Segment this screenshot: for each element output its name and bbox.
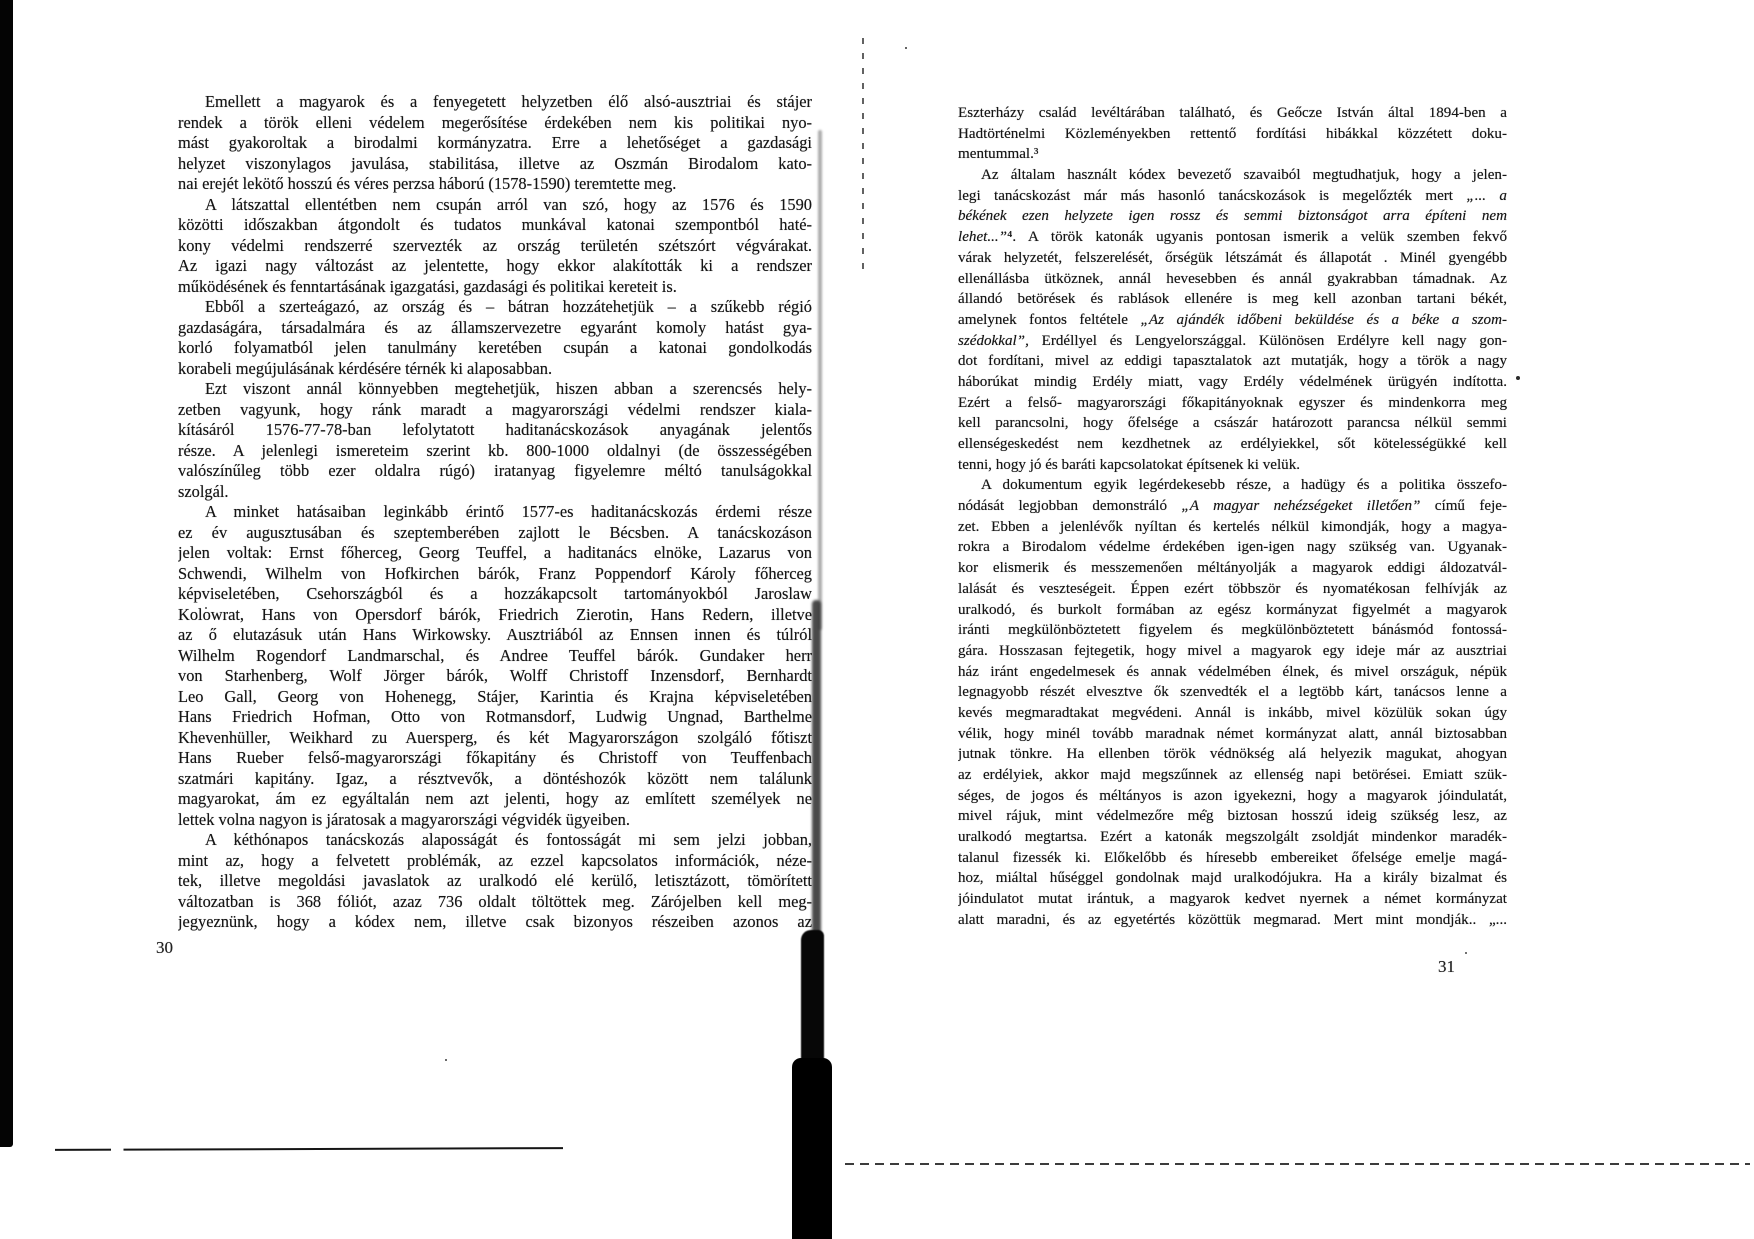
- text-run: ez év augusztusában és szeptemberében zajlott le Bécsben. A tanácskozáson: [178, 522, 812, 542]
- italic-text-run: „... a: [1466, 187, 1507, 204]
- text-run: kításáról 1576-77-78-ban lefolytatott haditanácskozások anyagának jelentős: [178, 420, 812, 439]
- text-line: [178, 728, 812, 749]
- text-line: [178, 584, 812, 605]
- text-line: [178, 666, 812, 687]
- text-line: [958, 289, 1507, 310]
- text-line: [958, 227, 1507, 248]
- text-line: [178, 830, 812, 851]
- text-line: [178, 297, 812, 318]
- text-run: lalását és veszteségeit. Éppen ezért többször és nyomatékosan felhívják az: [958, 580, 1507, 597]
- text-run: jutnak tönkre. Ha ellenben török védnökség alá helyezik magukat, ahogyan: [958, 746, 1507, 763]
- text-line: [958, 517, 1507, 538]
- text-run: dot fordítani, mivel az eddigi tapasztalatok azt mutatják, hogy a török a nagy: [958, 353, 1507, 370]
- text-line: [958, 827, 1507, 848]
- text-run: helyzet viszonylagos javulása, stabilitása, illetve az Oszmán Birodalom kato-: [178, 153, 812, 173]
- text-run: Kolowrat, Hans von Opersdorf bárók, Friedrich Zierotin, Hans Redern, illetve: [178, 604, 812, 624]
- text-run: közötti időszakban átgondolt és tudatos munkával katonai szempontból haté-: [178, 215, 812, 234]
- text-line: [958, 558, 1507, 579]
- text-line: [178, 625, 812, 646]
- text-run: Ezért a felső- magyarországi főkapitányoknak egyszer és mindenkorra meg: [958, 394, 1507, 411]
- text-line: [958, 765, 1507, 786]
- text-line: [178, 256, 812, 277]
- text-line: [958, 269, 1507, 290]
- text-line: [178, 810, 812, 831]
- text-line: [178, 277, 812, 298]
- text-line: [178, 851, 812, 872]
- text-line: [178, 133, 812, 154]
- text-run: kony védelmi rendszerré szervezték az ország területén szétszórt végvárakat.: [178, 235, 812, 255]
- text-line: [958, 868, 1507, 889]
- text-run: valószínűleg több ezer oldalra rúgó) iratanyag figyelemre méltó tanulságokkal: [178, 461, 812, 480]
- text-run: lettek volna nagyon is járatosak a magyarországi végvidék ügyeiben.: [178, 809, 630, 829]
- text-run: ház iránt engedelmesek és annak védelmében élnek, és mivel országuk, népük: [958, 663, 1507, 680]
- text-run: magyarokat, ám ez egyáltalán nem azt jelenti, hogy az említett személyek ne: [178, 789, 812, 808]
- text-run: Ezt viszont annál könnyebben megtehetjük, hiszen abban a szerencsés hely-: [205, 379, 812, 398]
- text-run: talanul fizessék ki. Előkelőbb és híresebb embereiket őfelsége emelje magá-: [958, 849, 1507, 866]
- text-line: [178, 502, 812, 523]
- scan-edge-bar: [0, 0, 13, 1147]
- text-run: mentummal.³: [958, 146, 1039, 163]
- text-run: korló folyamatból jelen tanulmány keretében csupán a katonai gondolkodás: [178, 338, 812, 357]
- text-run: működésének és fenntartásának igazgatási, gazdasági és politikai kereteit is.: [178, 276, 677, 296]
- text-line: [958, 351, 1507, 372]
- text-line: [958, 434, 1507, 455]
- text-line: [178, 707, 812, 728]
- text-line: [178, 605, 812, 626]
- bottom-left-rule: [55, 1147, 563, 1151]
- text-run: uralkodó, és burkolt formában az egész kormányzat figyelmét a magyarok: [958, 601, 1507, 618]
- text-run: zetben vagyunk, hogy ránk maradt a magyarországi védelmi rendszer kiala-: [178, 399, 812, 419]
- text-line: [958, 806, 1507, 827]
- text-run: uralkodó megtartsa. Ezért a katonák megszolgált zsoldját mindenkor maradék-: [958, 829, 1507, 846]
- text-line: [958, 496, 1507, 517]
- text-line: [958, 331, 1507, 352]
- italic-text-run: szédokkal”,: [958, 332, 1029, 349]
- text-run: korabeli megújulásának kérdésére térnék ki alaposabban.: [178, 358, 553, 378]
- text-line: [178, 174, 812, 195]
- scan-specks: [905, 47, 907, 49]
- text-run: szatmári kapitány. Igaz, a résztvevők, a döntéshozók között nem találunk: [178, 768, 812, 788]
- text-run: A kéthónapos tanácskozás alaposságát és fontosságát mi sem jelzi jobban,: [205, 830, 812, 849]
- text-run: rokra a Birodalom védelme érdekében igen-igen nagy szükség van. Ugyanak-: [958, 539, 1507, 556]
- text-run: ⁴. A török katonák ugyanis pontosan ismerik a velük szemben fekvő: [1007, 229, 1507, 246]
- text-line: [178, 92, 812, 113]
- text-run: Khevenhüller, Weikhard zu Auersperg, és két Magyarországon szolgáló főtiszt: [178, 727, 812, 747]
- text-run: Hadtörténelmi Közleményekben rettentő fordítási hibákkal közzétett doku-: [958, 125, 1507, 142]
- text-line: [178, 482, 812, 503]
- text-run: szolgál.: [178, 481, 229, 501]
- text-line: [958, 786, 1507, 807]
- bottom-right-dashed-rule: [845, 1163, 1750, 1165]
- text-run: alatt maradni, és az egyetértés közöttük megmarad. Mert mint mondják.. „...: [958, 911, 1507, 928]
- text-run: amelynek fontos feltétele: [958, 311, 1141, 328]
- text-run: mivel rájuk, mint védelmezőre még biztosan hosszú ideig szükség lesz, az: [958, 808, 1507, 825]
- text-run: zet. Ebben a jelenlévők nyíltan és kertelés nélkül kimondják, hogy a magya-: [958, 518, 1507, 535]
- text-line: [178, 912, 812, 933]
- text-run: állandó betörések és rablások ellenére is meg kell azonban tartani békét,: [958, 291, 1507, 308]
- text-line: [178, 420, 812, 441]
- text-run: A látszattal ellentétben nem csupán arról van szó, hogy az 1576 és 1590: [205, 194, 812, 214]
- text-line: [178, 113, 812, 134]
- text-run: tenni, hogy jó és baráti kapcsolatokat építsenek ki velük.: [958, 456, 1301, 473]
- text-line: [958, 682, 1507, 703]
- text-run: Eszterházy család levéltárában található, és Geőcze István által 1894-ben a: [958, 105, 1507, 121]
- text-line: [178, 461, 812, 482]
- left-page-number: 30: [156, 938, 173, 957]
- text-line: [958, 124, 1507, 145]
- text-line: [958, 186, 1507, 207]
- text-run: Schwendi, Wilhelm von Hofkirchen bárók, Franz Poppendorf Károly főherceg: [178, 563, 812, 583]
- text-line: [178, 195, 812, 216]
- text-line: [958, 103, 1507, 124]
- italic-text-run: lehet...”: [958, 229, 1008, 246]
- text-run: képviseletében, Csehországból és a hozzákapcsolt tartományokból Jaroslaw: [178, 584, 812, 603]
- text-run: rendek a török elleni védelem megerősítése érdekében nem kis politikai nyo-: [178, 112, 812, 132]
- text-line: [958, 206, 1507, 227]
- text-run: Az igazi nagy változást az jelentette, hogy ekkor alakították ki a rendszer: [178, 256, 812, 275]
- text-run: Emellett a magyarok és a fenyegetett helyzetben élő alsó-ausztriai és stájer: [205, 92, 812, 111]
- gutter-dotted-line: [862, 38, 864, 273]
- text-run: A dokumentum egyik legérdekesebb része, a hadügy és a politika összefo-: [981, 477, 1507, 494]
- text-run: legi tanácskozást már más hasonló tanácskozások is megelőzték mert: [958, 187, 1467, 204]
- text-line: [958, 579, 1507, 600]
- text-line: [958, 455, 1507, 476]
- text-run: ellenségeskedést nem kezdhetnek az erdélyiekkel, sőt kötelességükké kell: [958, 436, 1507, 452]
- text-line: [958, 475, 1507, 496]
- text-run: vélik, hogy minél tovább maradnak német kormányzat alatt, annál biztosabban: [958, 725, 1507, 742]
- text-line: [958, 662, 1507, 683]
- right-page-text: [958, 103, 1507, 931]
- text-line: [958, 620, 1507, 641]
- text-run: Wilhelm Rogendorf Landmarschal, és Andree Teuffel bárók. Gundaker herr: [178, 645, 812, 665]
- text-line: [958, 889, 1507, 910]
- text-line: [178, 748, 812, 769]
- text-line: [178, 564, 812, 585]
- text-line: [178, 441, 812, 462]
- text-line: [958, 910, 1507, 931]
- italic-text-run: békének ezen helyzete igen rossz és semmi biztonságot arra építeni nem: [958, 208, 1507, 225]
- gutter-shadow-bottom: [792, 1058, 832, 1239]
- text-run: jegyeznünk, hogy a kódex nem, illetve csak bizonyos részeiben azonos az: [178, 912, 812, 931]
- text-line: [178, 789, 812, 810]
- gutter-shadow-top: [818, 130, 822, 630]
- text-line: [178, 871, 812, 892]
- text-line: [178, 646, 812, 667]
- text-run: A minket hatásaiban leginkább érintő 1577-es haditanácskozás érdemi része: [205, 502, 812, 521]
- text-line: [958, 600, 1507, 621]
- text-line: [958, 744, 1507, 765]
- text-run: Erdéllyel és Lengyelországgal. Különösen Erdélyre kell nagy gon-: [1028, 332, 1507, 349]
- left-page-text: [178, 92, 812, 933]
- right-page-number: 31: [1438, 957, 1455, 976]
- text-line: [958, 703, 1507, 724]
- text-line: [178, 523, 812, 544]
- text-line: [178, 543, 812, 564]
- text-run: az erdélyiek, akkor majd megszűnnek az ellenség napi betörései. Emiatt szük-: [958, 767, 1507, 783]
- text-run: háborúkat mindig Erdély miatt, vagy Erdély védelmének ürügyén indította.: [958, 373, 1507, 390]
- text-run: tek, illetve megoldási javaslatok az uralkodó elé kerülő, letisztázott, tömörített: [178, 871, 812, 890]
- text-line: [958, 641, 1507, 662]
- text-line: [178, 338, 812, 359]
- text-run: az ő elutazásuk után Hans Wirkowsky. Ausztriából az Ennsen innen és túlról: [178, 625, 812, 644]
- text-run: séges, de jogos és méltányos is azon igyekezni, hogy a magyarok jóindulatát,: [958, 787, 1507, 804]
- text-run: című feje-: [1420, 498, 1507, 515]
- italic-text-run: „A magyar nehézségeket illetően”: [1181, 498, 1421, 515]
- text-run: mint az, hogy a felvetett problémák, az ezzel kapcsolatos információk, néze-: [178, 850, 812, 870]
- text-line: [958, 413, 1507, 434]
- text-line: [178, 400, 812, 421]
- italic-text-run: „Az ajándék időbeni beküldése és a béke a szom-: [1140, 311, 1507, 328]
- text-line: [178, 769, 812, 790]
- text-run: Hans Rueber felső-magyarországi főkapitány és Christoff von Teuffenbach: [178, 748, 812, 767]
- text-run: nai erejét lekötő hosszú és véres perzsa háború (1578-1590) teremtette meg.: [178, 174, 677, 193]
- text-run: hoz, miáltal hűséggel gondolnak majd uralkodójukra. Ha a király bizalmat és: [958, 870, 1507, 887]
- text-run: mást gyakoroltak a birodalmi kormányzatra. Erre a lehetőséget a gazdasági: [178, 133, 812, 152]
- text-line: [958, 724, 1507, 745]
- text-line: [178, 154, 812, 175]
- text-run: legnagyobb részét elvesztve ők szenvedték el a legtöbb kárt, tanácsos lenne a: [958, 684, 1507, 701]
- text-run: jelen voltak: Ernst főherceg, Georg Teuffel, a haditanács elnöke, Lazarus von: [178, 543, 812, 562]
- text-line: [958, 165, 1507, 186]
- text-run: gazdaságára, társadalmára és az államszervezetre egyaránt komoly hatást gya-: [178, 317, 812, 337]
- text-run: Ebből a szerteágazó, az ország és – bátran hozzátehetjük – a szűkebb régió: [205, 297, 812, 316]
- text-line: [958, 248, 1507, 269]
- text-run: része. A jelenlegi ismereteim szerint kb. 800-1000 oldalnyi (de összességében: [178, 440, 812, 460]
- text-line: [958, 144, 1507, 165]
- text-line: [958, 537, 1507, 558]
- text-run: Az általam használt kódex bevezető szavaiból megtudhatjuk, hogy a jelen-: [981, 167, 1507, 184]
- text-line: [178, 379, 812, 400]
- text-run: Hans Friedrich Hofman, Otto von Rotmansdorf, Ludwig Ungnad, Barthelme: [178, 707, 812, 726]
- text-run: Leo Gall, Georg von Hohenegg, Stájer, Karintia és Krajna képviseletében: [178, 686, 812, 706]
- text-line: [178, 318, 812, 339]
- text-run: jóindulatot mutat irántuk, a magyarok kedvet nyernek a német kormányzat: [958, 891, 1507, 908]
- text-line: [178, 892, 812, 913]
- text-line: [178, 687, 812, 708]
- text-run: von Starhenberg, Wolf Jörger bárók, Wolff Christoff Inzensdorf, Bernhardt: [178, 666, 812, 685]
- text-run: nódását legjobban demonstráló: [958, 498, 1182, 515]
- gutter-shadow-middle: [812, 600, 821, 970]
- text-run: változatban is 368 fóliót, azaz 736 oldalt töltöttek meg. Zárójelben kell meg-: [178, 891, 812, 911]
- text-line: [958, 310, 1507, 331]
- text-run: kell parancsolni, hogy őfelsége a császár határozott parancsa nélkül semmi: [958, 415, 1507, 432]
- text-line: [958, 393, 1507, 414]
- text-line: [958, 848, 1507, 869]
- text-line: [178, 359, 812, 380]
- text-line: [178, 215, 812, 236]
- text-run: várak helyzetét, felszerelését, őrségük létszámát és állapotát . Minél gyengébb: [958, 249, 1507, 266]
- text-run: gára. Hosszasan fejtegetik, hogy mivel a magyarok egy ideje már az ausztriai: [958, 642, 1507, 659]
- text-run: kor elismerik és messzemenően méltányolják a magyarok eddigi áldozatvál-: [958, 560, 1507, 577]
- text-line: [958, 372, 1507, 393]
- text-run: kevés megmaradtakat megvédeni. Annál is inkább, mivel közülük sokan úgy: [958, 704, 1507, 721]
- text-line: [178, 236, 812, 257]
- text-run: ellenállásba ütköznek, annál hevesebben és annál gyakrabban támadnak. Az: [958, 270, 1507, 287]
- text-run: iránti megkülönböztetett figyelem és megkülönböztetett bánásmód fontossá-: [958, 622, 1507, 639]
